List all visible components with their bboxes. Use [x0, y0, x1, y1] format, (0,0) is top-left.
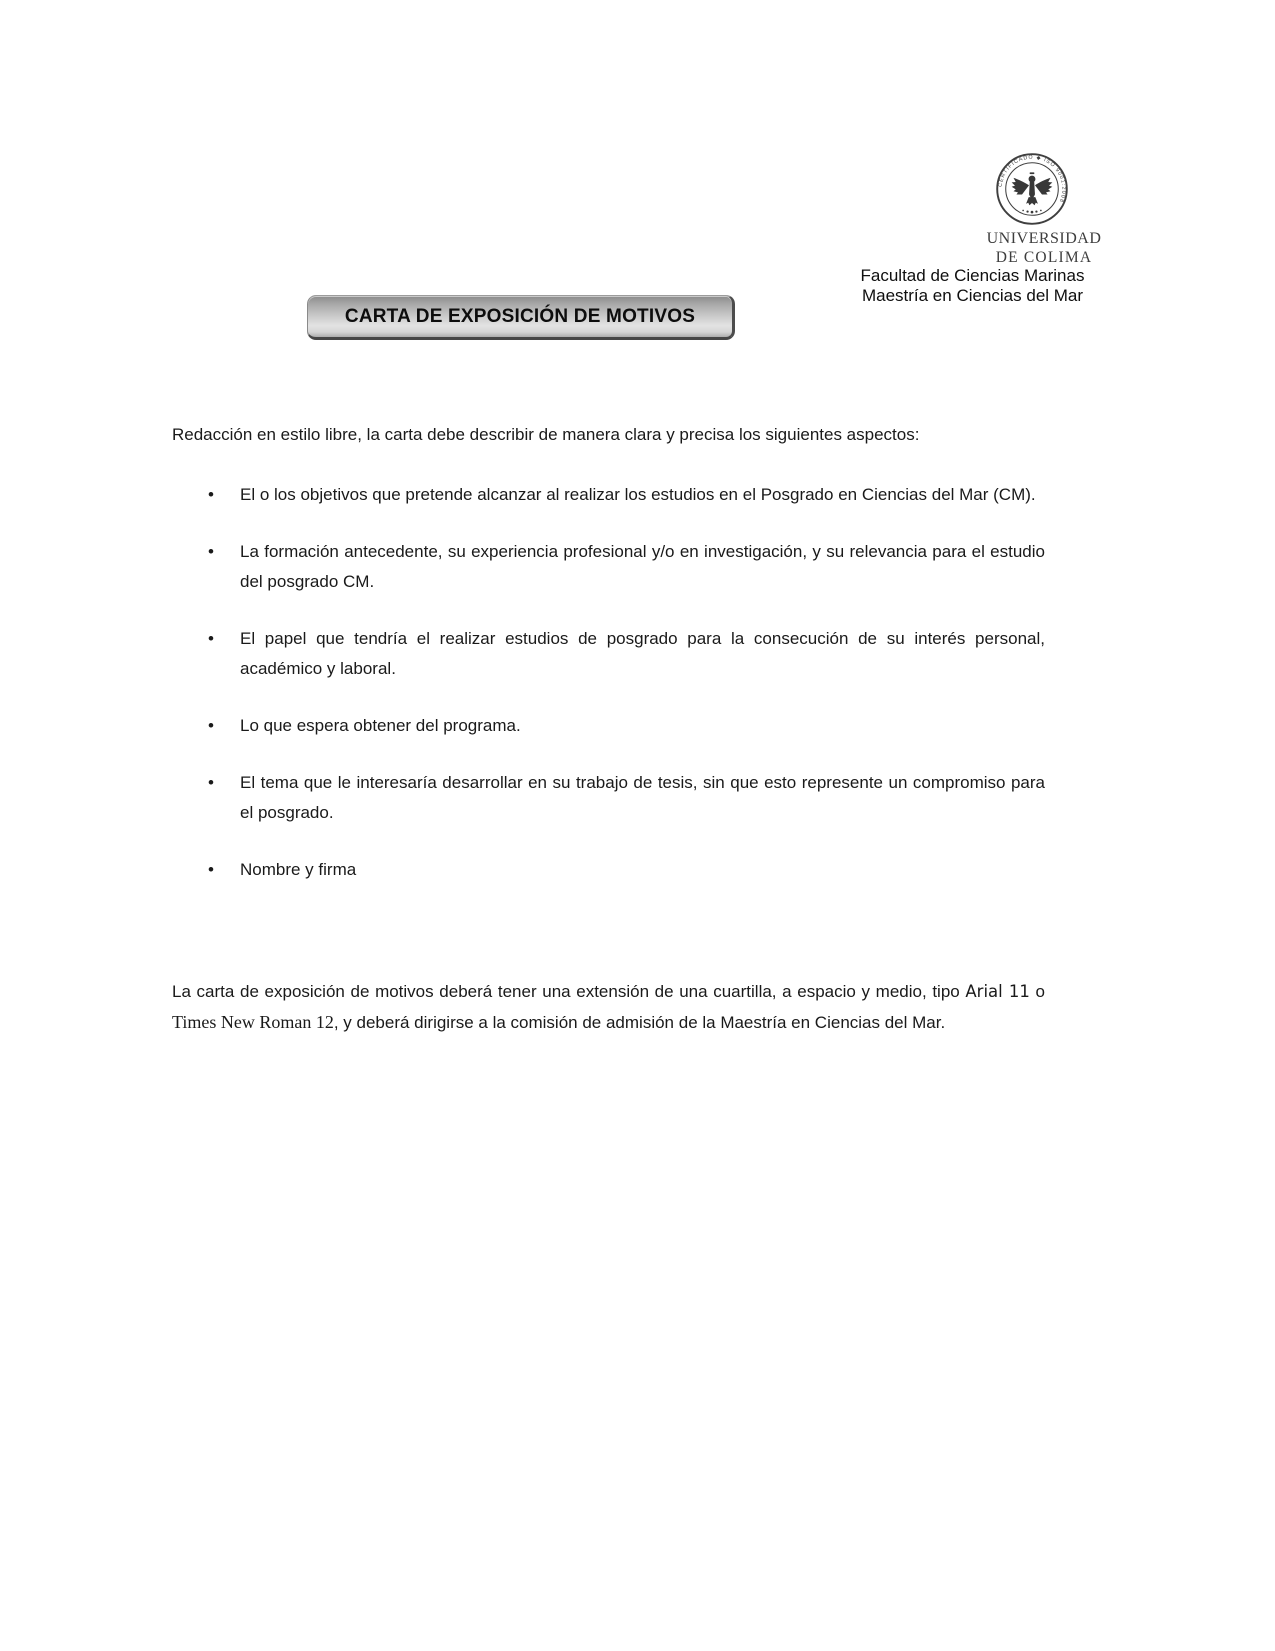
eagle-emblem-icon [1012, 172, 1053, 213]
list-item-role: • El papel que tendría el realizar estudios de posgrado para la consecución de su interés personal, académico y laboral. [172, 624, 1045, 684]
list-item-name-signature: • Nombre y firma [172, 855, 1045, 885]
requirements-list [172, 480, 1045, 912]
arial-font-mention: Arial 11 [965, 982, 1030, 1001]
closing-text-part1: La carta de exposición de motivos deberá tener una extensión de una cuartilla, a espacio y medio, tipo [172, 982, 966, 1001]
closing-text-part3: , y deberá dirigirse a la comisión de admisión de la Maestría en Ciencias del Mar. [333, 1013, 946, 1032]
seal-ring-text: CERTIFICADO ◆ ISO 9001:2008 [997, 154, 1067, 204]
list-item-background: • La formación antecedente, su experiencia profesional y/o en investigación, y su relevancia para el estudio del posgrado CM. [172, 537, 1045, 597]
list-item-expectations: • Lo que espera obtener del programa. [172, 711, 1045, 741]
faculty-name: Facultad de Ciencias Marinas [860, 266, 1085, 285]
university-wordmark-line1: UNIVERSIDAD [986, 230, 1102, 247]
list-item-objectives: • El o los objetivos que pretende alcanzar al realizar los estudios en el Posgrado en Ciencias del Mar (CM). [172, 480, 1045, 510]
times-font-mention: Times New Roman 12 [172, 1012, 334, 1032]
closing-text-part2: o [1029, 982, 1046, 1001]
university-seal-icon [995, 152, 1069, 226]
intro-paragraph: Redacción en estilo libre, la carta debe describir de manera clara y precisa los siguientes aspectos: [172, 425, 920, 444]
title-banner [307, 295, 735, 340]
page-title: CARTA DE EXPOSICIÓN DE MOTIVOS [344, 305, 696, 327]
program-name: Maestría en Ciencias del Mar [861, 285, 1084, 305]
list-item-thesis-topic: • El tema que le interesaría desarrollar en su trabajo de tesis, sin que esto represente un compromiso para el posgrado. [172, 768, 1045, 828]
university-wordmark-line2: DE COLIMA [995, 249, 1093, 266]
closing-paragraph [172, 977, 1045, 1038]
letterhead-department [820, 266, 1125, 305]
